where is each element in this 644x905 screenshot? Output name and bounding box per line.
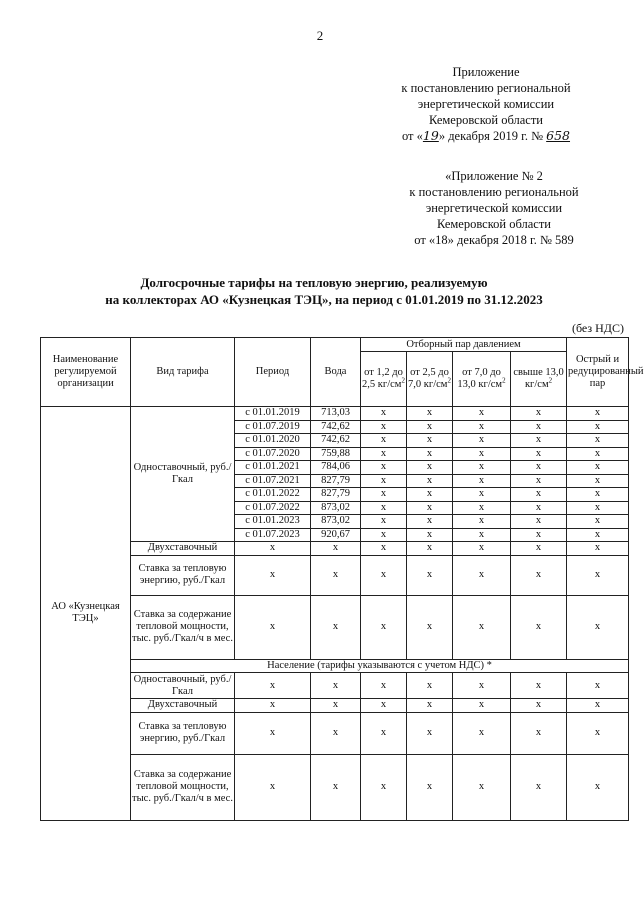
rate-capacity-label: Ставка за содержание тепловой мощности, тыс. руб./Гкал/ч в мес. [131,754,235,820]
x-cell: х [453,474,511,488]
water-cell: 873,02 [311,501,361,515]
water-cell: 873,02 [311,515,361,529]
x-cell: х [453,447,511,461]
x-cell: х [511,461,567,475]
x-cell: х [567,434,629,448]
header-p4: свыше 13,0 $кг/см^2$ [511,352,567,407]
x-cell: х [567,673,629,699]
x-cell: х [407,528,453,542]
appendix2-header [382,168,606,248]
x-cell: х [235,712,311,754]
x-cell: х [567,515,629,529]
header-sharp-steam: Острый и редуцированный пар [567,338,629,407]
x-cell: х [407,712,453,754]
table-row [41,407,629,421]
x-cell: х [511,555,567,595]
period-cell: с 01.07.2020 [235,447,311,461]
x-cell: х [311,699,361,713]
header-water: Вода [311,338,361,407]
x-cell: х [361,474,407,488]
x-cell: х [311,542,361,556]
header-org: Наименование регулируемой организации [41,338,131,407]
water-cell: 742,62 [311,420,361,434]
x-cell: х [361,712,407,754]
x-cell: х [567,542,629,556]
x-cell: х [453,420,511,434]
period-cell: с 01.07.2022 [235,501,311,515]
x-cell: х [567,474,629,488]
x-cell: х [567,407,629,421]
header-p1: от 1,2 до 2,5 $кг/см^2$ [361,352,407,407]
x-cell: х [407,542,453,556]
x-cell: х [567,555,629,595]
period-cell: с 01.01.2019 [235,407,311,421]
x-cell: х [407,555,453,595]
x-cell: х [511,595,567,659]
period-cell: с 01.01.2021 [235,461,311,475]
x-cell: х [453,528,511,542]
period-cell: с 01.07.2023 [235,528,311,542]
period-cell: с 01.07.2019 [235,420,311,434]
x-cell: х [235,542,311,556]
period-cell: с 01.01.2022 [235,488,311,502]
x-cell: х [361,420,407,434]
x-cell: х [361,542,407,556]
x-cell: х [453,407,511,421]
x-cell: х [453,673,511,699]
x-cell: х [361,434,407,448]
period-cell: с 01.01.2020 [235,434,311,448]
x-cell: х [453,434,511,448]
x-cell: х [361,699,407,713]
x-cell: х [311,754,361,820]
vat-note: (без НДС) [571,321,624,335]
x-cell: х [567,447,629,461]
x-cell: х [453,595,511,659]
x-cell: х [407,595,453,659]
x-cell: х [361,488,407,502]
x-cell: х [407,420,453,434]
x-cell: х [511,420,567,434]
appendix-date: от «19» декабря 2019 г. № 658 [401,128,571,143]
x-cell: х [511,501,567,515]
x-cell: х [453,501,511,515]
x-cell: х [453,712,511,754]
x-cell: х [407,407,453,421]
x-cell: х [361,595,407,659]
appendix-line: Кемеровской области [436,217,552,231]
two-part-label: Двухставочный [131,699,235,713]
x-cell: х [453,488,511,502]
x-cell: х [511,474,567,488]
x-cell: х [361,673,407,699]
x-cell: х [511,488,567,502]
water-cell: 827,79 [311,474,361,488]
appendix-line: энергетической комиссии [417,97,555,111]
header-steam-group: Отборный пар давлением [361,338,567,352]
x-cell: х [511,754,567,820]
x-cell: х [567,420,629,434]
rate-energy-label: Ставка за тепловую энергию, руб./Гкал [131,712,235,754]
document-title-line2: на коллекторах АО «Кузнецкая ТЭЦ», на период с 01.01.2019 по 31.12.2023 [105,292,543,307]
two-part-label: Двухставочный [131,542,235,556]
x-cell: х [511,434,567,448]
x-cell: х [235,673,311,699]
x-cell: х [407,501,453,515]
water-cell: 713,03 [311,407,361,421]
x-cell: х [235,754,311,820]
x-cell: х [407,447,453,461]
document-title: Долгосрочные тарифы на тепловую энергию, реализуемую [140,275,488,290]
x-cell: х [511,447,567,461]
x-cell: х [235,595,311,659]
x-cell: х [311,712,361,754]
rate-energy-label: Ставка за тепловую энергию, руб./Гкал [131,555,235,595]
appendix-line: к постановлению региональной [401,81,571,95]
x-cell: х [361,407,407,421]
org-name: АО «Кузнецкая ТЭЦ» [41,407,131,821]
x-cell: х [567,712,629,754]
x-cell: х [311,673,361,699]
appendix-line: от «18» декабря 2018 г. № 589 [414,233,574,247]
x-cell: х [567,528,629,542]
header-p2: от 2,5 до 7,0 $кг/см^2$ [407,352,453,407]
one-part-label: Одноставочный, руб./Гкал [131,407,235,542]
water-cell: 759,88 [311,447,361,461]
water-cell: 827,79 [311,488,361,502]
x-cell: х [361,501,407,515]
x-cell: х [567,461,629,475]
x-cell: х [453,699,511,713]
appendix-line: Кемеровской области [428,113,544,127]
appendix-line: энергетической комиссии [425,201,563,215]
x-cell: х [361,754,407,820]
page-number: 2 [316,28,324,43]
x-cell: х [453,461,511,475]
water-cell: 784,06 [311,461,361,475]
x-cell: х [311,595,361,659]
x-cell: х [511,673,567,699]
x-cell: х [361,555,407,595]
water-cell: 920,67 [311,528,361,542]
x-cell: х [453,515,511,529]
x-cell: х [361,515,407,529]
x-cell: х [453,542,511,556]
x-cell: х [311,555,361,595]
x-cell: х [407,488,453,502]
x-cell: х [511,712,567,754]
population-section-header: Население (тарифы указываются с учетом НДС) * [131,659,629,673]
header-period: Период [235,338,311,407]
period-cell: с 01.01.2023 [235,515,311,529]
x-cell: х [567,754,629,820]
x-cell: х [235,555,311,595]
one-part-label: Одноставочный, руб./Гкал [131,673,235,699]
x-cell: х [361,447,407,461]
handwritten-day: 19 [422,128,439,143]
period-cell: с 01.07.2021 [235,474,311,488]
x-cell: х [567,488,629,502]
header-tariff-type: Вид тарифа [131,338,235,407]
header-p3: от 7,0 до 13,0 $кг/см^2$ [453,352,511,407]
handwritten-number: 658 [546,128,571,143]
x-cell: х [361,461,407,475]
x-cell: х [453,555,511,595]
x-cell: х [235,699,311,713]
appendix-header [374,64,598,144]
x-cell: х [407,515,453,529]
x-cell: х [407,673,453,699]
appendix-line: «Приложение № 2 [445,169,543,183]
appendix-line: Приложение [452,65,520,79]
x-cell: х [511,542,567,556]
x-cell: х [511,407,567,421]
x-cell: х [407,474,453,488]
x-cell: х [511,515,567,529]
x-cell: х [361,528,407,542]
x-cell: х [407,754,453,820]
x-cell: х [567,501,629,515]
x-cell: х [407,461,453,475]
x-cell: х [567,699,629,713]
x-cell: х [453,754,511,820]
x-cell: х [511,528,567,542]
x-cell: х [407,434,453,448]
tariff-table [40,337,644,821]
x-cell: х [511,699,567,713]
water-cell: 742,62 [311,434,361,448]
rate-capacity-label: Ставка за содержание тепловой мощности, тыс. руб./Гкал/ч в мес. [131,595,235,659]
x-cell: х [567,595,629,659]
appendix-line: к постановлению региональной [409,185,579,199]
x-cell: х [407,699,453,713]
